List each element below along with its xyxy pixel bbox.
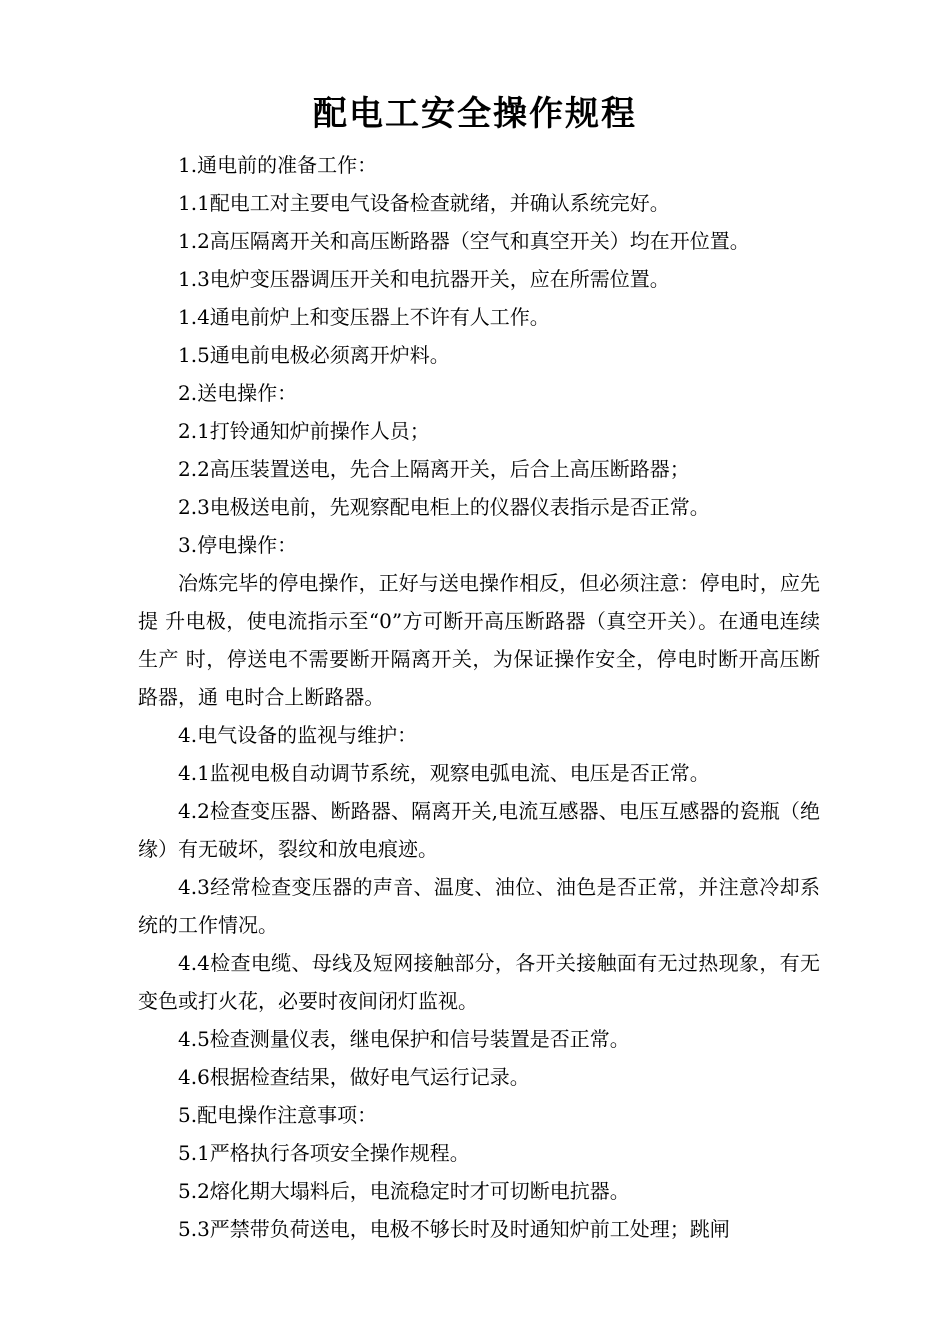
paragraph: 1.1配电工对主要电气设备检查就绪，并确认系统完好。 (178, 191, 670, 215)
paragraph: 2.1打铃通知炉前操作人员； (178, 419, 430, 443)
paragraph: 1.通电前的准备工作： (178, 153, 378, 177)
paragraph: 5.1严格执行各项安全操作规程。 (178, 1141, 470, 1165)
paragraph: 1.3电炉变压器调压开关和电抗器开关，应在所需位置。 (178, 267, 670, 291)
paragraph: 4.2检查变压器、断路器、隔离开关,电流互感器、电压互感器的瓷瓶（绝缘）有无破坏，裂纹和放电痕迹。 (138, 799, 820, 861)
paragraph: 3.停电操作： (178, 533, 298, 557)
paragraph: 1.4通电前炉上和变压器上不许有人工作。 (178, 305, 550, 329)
paragraph: 4.6根据检查结果，做好电气运行记录。 (178, 1065, 530, 1089)
paragraph: 4.5检查测量仪表，继电保护和信号装置是否正常。 (178, 1027, 630, 1051)
paragraph: 2.送电操作： (178, 381, 298, 405)
paragraph: 2.2高压装置送电，先合上隔离开关，后合上高压断路器； (178, 457, 690, 481)
paragraph: 1.5通电前电极必须离开炉料。 (178, 343, 450, 367)
paragraph: 4.3经常检查变压器的声音、温度、油位、油色是否正常，并注意冷却系统的工作情况。 (138, 875, 820, 937)
paragraph: 5.配电操作注意事项： (178, 1103, 378, 1127)
paragraph: 5.2熔化期大塌料后，电流稳定时才可切断电抗器。 (178, 1179, 630, 1203)
paragraph: 4.电气设备的监视与维护： (178, 723, 418, 747)
paragraph: 5.3严禁带负荷送电，电极不够长时及时通知炉前工处理；跳闸 (178, 1217, 730, 1241)
paragraph: 4.4检查电缆、母线及短网接触部分，各开关接触面有无过热现象，有无变色或打火花，必要时夜间闭灯监视。 (138, 951, 820, 1013)
paragraph: 冶炼完毕的停电操作，正好与送电操作相反，但必须注意：停电时，应先提 升电极，使电流指示至“0”方可断开高压断路器（真空开关）。在通电连续生产 时，停送电不需要断开隔离开关，为保证操作安全，停电时断开高压断路器，通 电时合上断路器。 (138, 571, 820, 709)
paragraph: 1.2高压隔离开关和高压断路器（空气和真空开关）均在开位置。 (178, 229, 750, 253)
document-body (138, 146, 820, 1248)
paragraph: 4.1监视电极自动调节系统，观察电弧电流、电压是否正常。 (178, 761, 710, 785)
document-title: 配电工安全操作规程 (313, 94, 637, 134)
paragraph: 2.3电极送电前，先观察配电柜上的仪器仪表指示是否正常。 (178, 495, 710, 519)
